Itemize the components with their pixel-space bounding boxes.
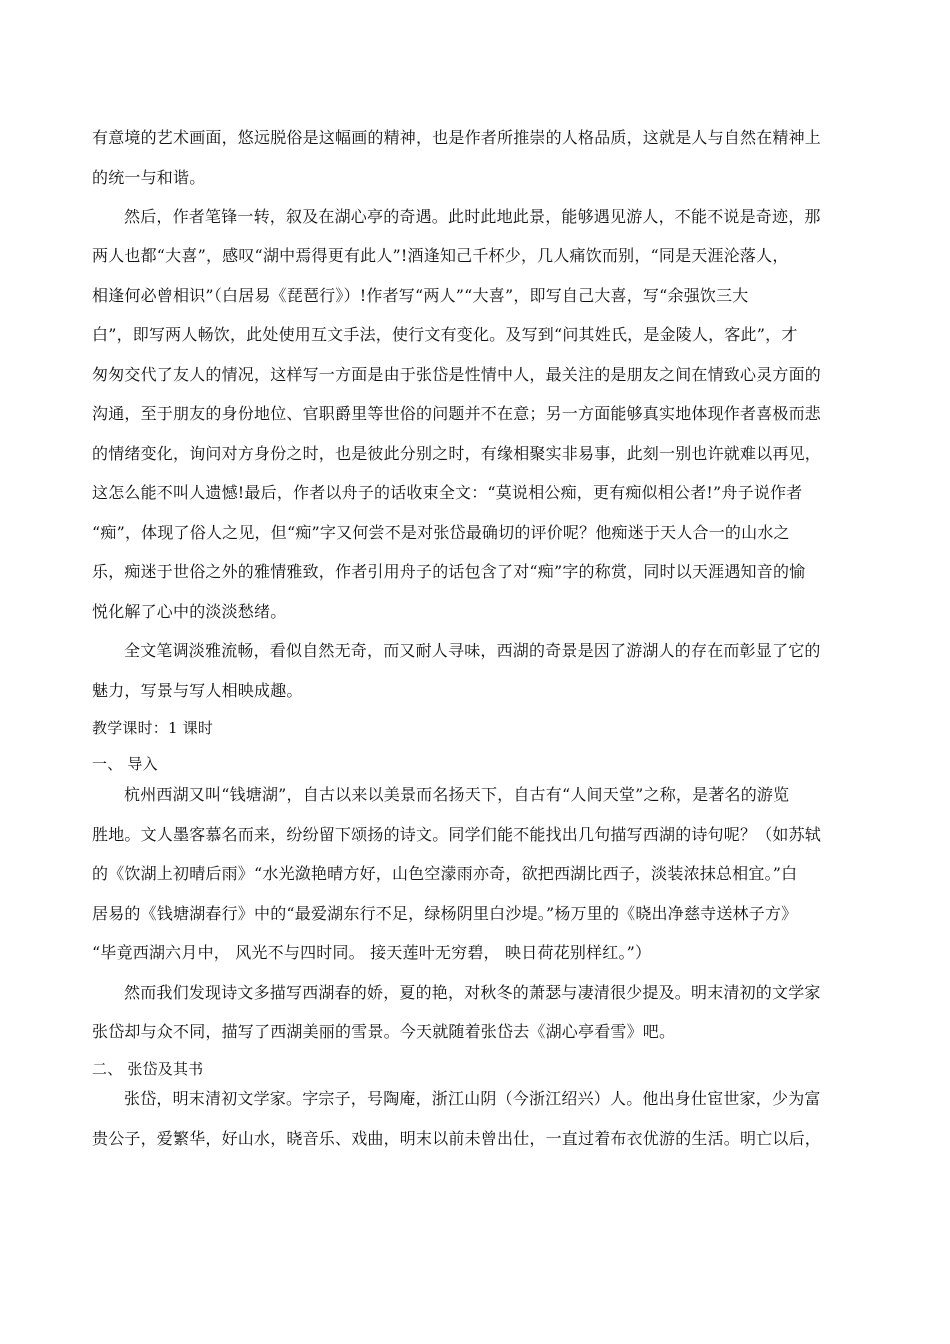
paragraph-line: 白”，即写两人畅饮，此处使用互文手法，使行文有变化。及写到“问其姓氏，是金陵人，客此”，才 xyxy=(92,325,798,344)
paragraph-line: 张岱，明末清初文学家。字宗子，号陶庵，浙江山阴（今浙江绍兴）人。他出身仕宦世家，少为富 xyxy=(124,1089,821,1108)
paragraph-line: 相逢何必曾相识”（白居易《琵琶行》）!作者写“两人”“大喜”，即写自己大喜，写“余强饮三大 xyxy=(92,286,749,305)
section-heading: 一、 导入 xyxy=(92,755,158,773)
paragraph-line: 张岱却与众不同，描写了西湖美丽的雪景。今天就随着张岱去《湖心亭看雪》吧。 xyxy=(92,1022,676,1041)
paragraph-line: 魅力，写景与写人相映成趣。 xyxy=(92,681,303,700)
paragraph-line: “痴”，体现了俗人之见，但“痴”字又何尝不是对张岱最确切的评价呢？他痴迷于天人合一的山水之 xyxy=(92,523,790,542)
paragraph-line: 然后，作者笔锋一转，叙及在湖心亭的奇遇。此时此地此景，能够遇见游人，不能不说是奇迹，那 xyxy=(124,207,821,226)
paragraph-line: 两人也都“大喜”，感叹“湖中焉得更有此人”!酒逢知己千杯少，几人痛饮而别，“同是天涯沦落人， xyxy=(92,246,789,265)
section-label: 教学课时：1 课时 xyxy=(92,719,214,737)
paragraph-line: 有意境的艺术画面，悠远脱俗是这幅画的精神，也是作者所推崇的人格品质，这就是人与自然在精神上 xyxy=(92,128,822,147)
paragraph-line: 全文笔调淡雅流畅，看似自然无奇，而又耐人寻味，西湖的奇景是因了游湖人的存在而彰显了它的 xyxy=(124,641,821,660)
paragraph-line: 沟通，至于朋友的身份地位、官职爵里等世俗的问题并不在意；另一方面能够真实地体现作者喜极而悲 xyxy=(92,404,822,423)
paragraph-line: “毕竟西湖六月中， 风光不与四时同。 接天莲叶无穷碧， 映日荷花别样红。”） xyxy=(92,943,652,962)
paragraph-line: 悦化解了心中的淡淡愁绪。 xyxy=(92,602,287,621)
paragraph-line: 的统一与和谐。 xyxy=(92,168,206,187)
paragraph-line: 胜地。文人墨客慕名而来，纷纷留下颂扬的诗文。同学们能不能找出几句描写西湖的诗句呢？（如苏轼 xyxy=(92,825,822,844)
paragraph-line: 的情绪变化，询问对方身份之时，也是彼此分别之时，有缘相聚实非易事，此刻一别也许就难以再见， xyxy=(92,444,822,463)
paragraph-line: 匆匆交代了友人的情况，这样写一方面是由于张岱是性情中人，最关注的是朋友之间在情致心灵方面的 xyxy=(92,365,822,384)
paragraph-line: 然而我们发现诗文多描写西湖春的娇，夏的艳，对秋冬的萧瑟与凄清很少提及。明末清初的文学家 xyxy=(124,983,821,1002)
section-heading: 二、 张岱及其书 xyxy=(92,1060,204,1078)
paragraph-line: 杭州西湖又叫“钱塘湖”，自古以来以美景而名扬天下，自古有“人间天堂”之称，是著名的游览 xyxy=(124,785,790,804)
paragraph-line: 贵公子，爱繁华，好山水，晓音乐、戏曲，明末以前未曾出仕，一直过着布衣优游的生活。明亡以后， xyxy=(92,1129,822,1148)
paragraph-line: 这怎么能不叫人遗憾!最后，作者以舟子的话收束全文：“莫说相公痴，更有痴似相公者!”舟子说作者 xyxy=(92,483,803,502)
paragraph-line: 乐，痴迷于世俗之外的雅情雅致，作者引用舟子的话包含了对“痴”字的称赏，同时以天涯遇知音的愉 xyxy=(92,562,806,581)
paragraph-line: 居易的《钱塘湖春行》中的“最爱湖东行不足，绿杨阴里白沙堤。”杨万里的《晓出净慈寺送林子方》 xyxy=(92,904,798,923)
paragraph-line: 的《饮湖上初晴后雨》“水光潋艳晴方好，山色空濛雨亦奇，欲把西湖比西子，淡装浓抹总相宜。”白 xyxy=(92,864,798,883)
